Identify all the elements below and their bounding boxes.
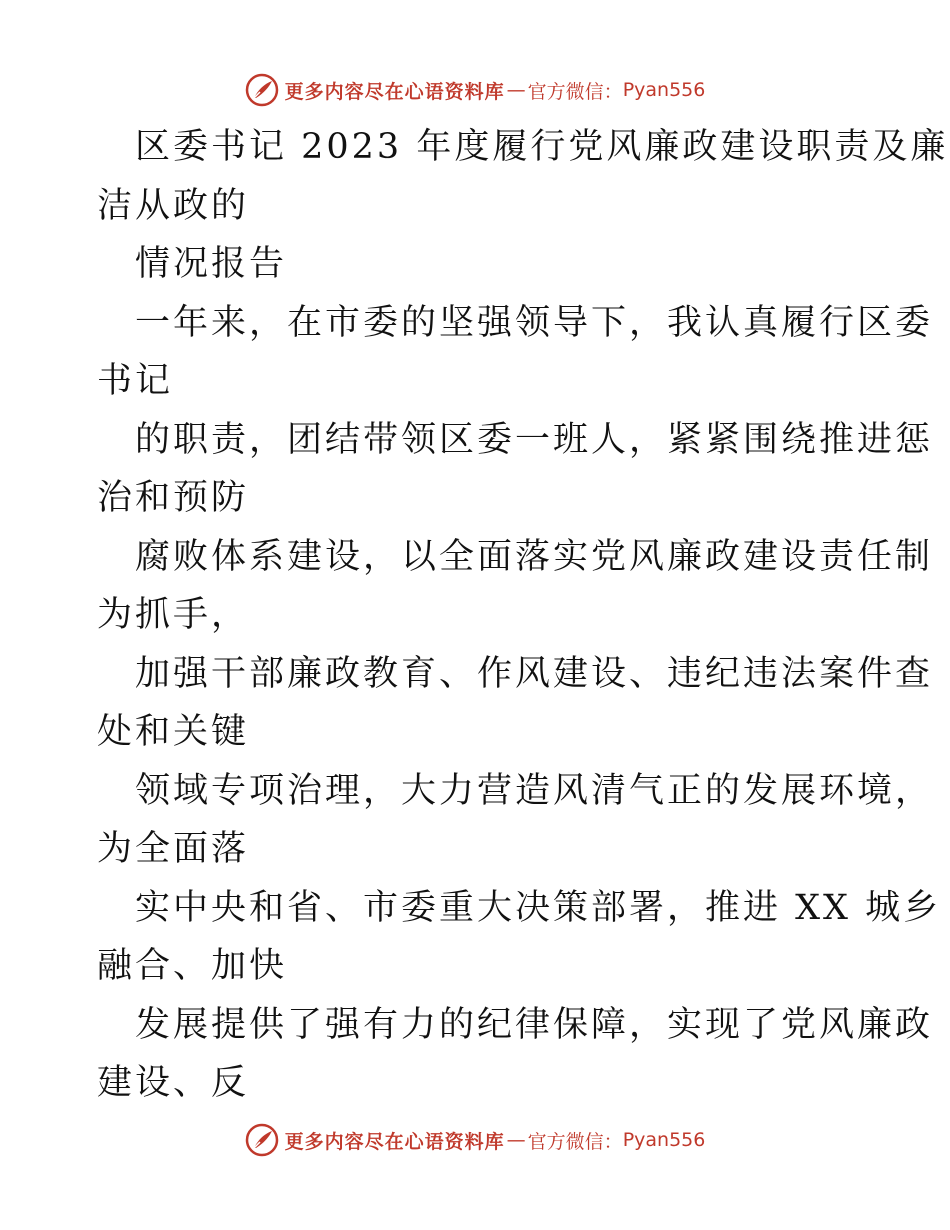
text-line: 处和关键 [97,712,250,752]
footer-watermark [0,1120,950,1160]
text-line: 融合、加快 [97,946,288,986]
text-line: 实中央和省、市委重大决策部署，推进 XX 城乡 [135,887,942,928]
text-line: 腐败体系建设，以全面落实党风廉政建设责任制 [135,536,934,577]
text-line: 领域专项治理，大力营造风清气正的发展环境， [135,770,934,811]
text-line: 洁从政的 [97,185,250,226]
feather-pen-logo-icon [245,1123,279,1157]
text-line: 加强干部廉政教育、作风建设、违纪违法案件查 [135,653,934,694]
text-line: 发展提供了强有力的纪律保障，实现了党风廉政 [135,1004,934,1045]
watermark-brand: 更多内容尽在心语资料库 [284,80,505,103]
text-line: 区委书记 2023 年度履行党风廉政建设职责及廉 [135,127,949,167]
text-line: 一年来，在市委的坚强领导下，我认真履行区委 [135,302,934,343]
watermark-brand: 更多内容尽在心语资料库 [284,1130,505,1153]
watermark-separator: — [506,1129,526,1151]
text-line: 情况报告 [135,244,288,284]
feather-pen-logo-icon [245,73,279,107]
text-line: 建设、反 [97,1063,250,1103]
text-line: 为抓手， [97,595,250,635]
header-watermark [0,70,950,110]
watermark-wechat-id: Pyan556 [622,79,706,101]
document-body [97,118,949,1113]
text-line: 的职责，团结带领区委一班人，紧紧围绕推进惩 [135,419,934,460]
watermark-label: 官方微信： [527,80,623,103]
text-line: 治和预防 [97,478,250,518]
watermark-separator: — [506,79,526,101]
text-line: 书记 [97,361,174,401]
text-line: 为全面落 [97,829,250,869]
watermark-label: 官方微信： [527,1130,623,1153]
watermark-wechat-id: Pyan556 [622,1129,706,1151]
